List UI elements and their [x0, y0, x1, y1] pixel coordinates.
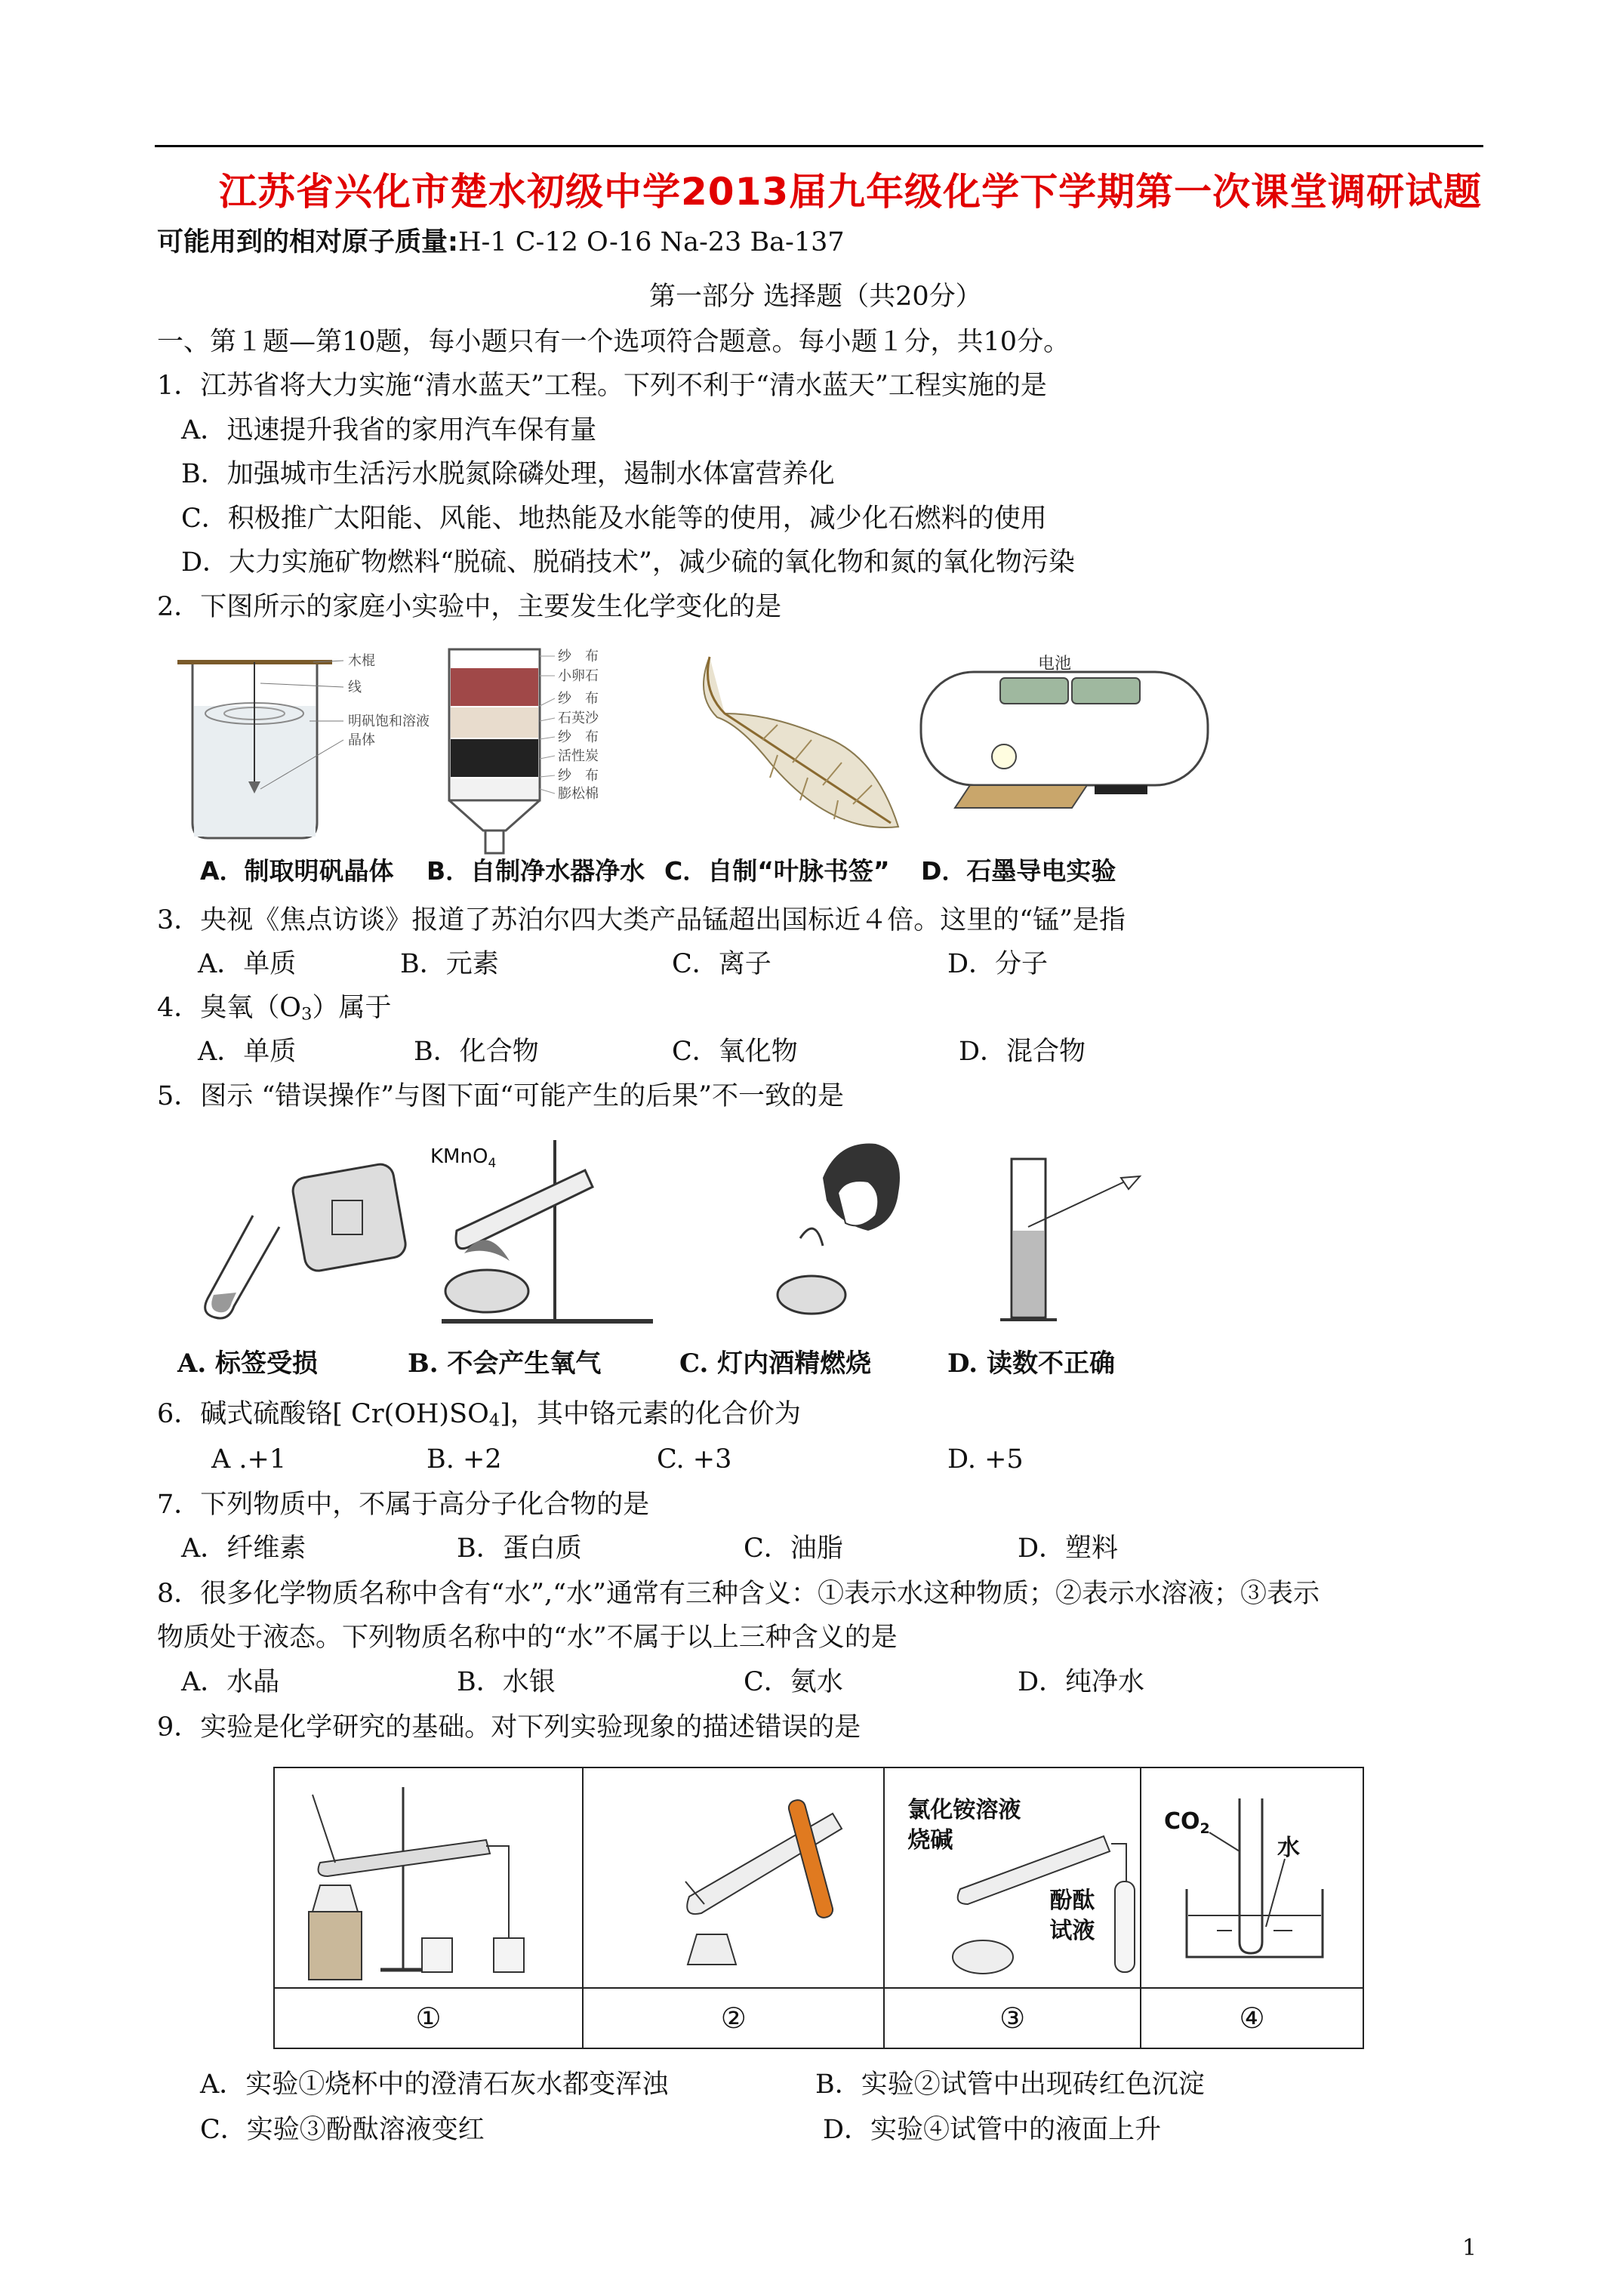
- q7-option-a: A．纤维素: [181, 1533, 306, 1564]
- q2-caption-c: C．自制“叶脉书签”: [664, 856, 890, 886]
- q5-figure-d: [981, 1155, 1178, 1336]
- q1-option-d: D．大力实施矿物燃料“脱硫、脱硝技术”，减少硫的氧化物和氮的氧化物污染: [181, 547, 1075, 578]
- q9-num-1: ①: [274, 1988, 583, 2048]
- q9-cell-1: [274, 1767, 583, 1988]
- q5-caption-d: D. 读数不正确: [947, 1348, 1115, 1379]
- q3-option-c: C．离子: [672, 949, 771, 979]
- q4-option-c: C．氧化物: [672, 1037, 798, 1067]
- q5-stem: 5．图示 “错误操作”与图下面“可能产生的后果”不一致的是: [157, 1081, 844, 1111]
- q2-figure-d: [913, 649, 1215, 831]
- q5-figure-c: [755, 1133, 921, 1329]
- q9-figure-2: [674, 1783, 870, 1980]
- q9-option-d: D．实验④试管中的液面上升: [823, 2115, 1162, 2145]
- atomic-mass-values: H-1 C-12 O-16 Na-23 Ba-137: [458, 227, 845, 257]
- q8-option-d: D．纯净水: [1018, 1667, 1145, 1697]
- fig-a-label-solution: 明矾饱和溶液: [348, 713, 430, 729]
- q8-stem-line2: 物质处于液态。下列物质名称中的“水”不属于以上三种含义的是: [157, 1623, 898, 1653]
- q9-option-a: A．实验①烧杯中的澄清石灰水都变浑浊: [200, 2069, 669, 2100]
- q9-num-4: ④: [1141, 1988, 1363, 2048]
- q5-figure-b: [411, 1133, 661, 1336]
- fig-b-label-4: 石英沙: [558, 710, 599, 726]
- q2-figure-c: [679, 649, 913, 846]
- q2-figure-b: [442, 646, 638, 861]
- fig-b-label-6: 活性炭: [558, 748, 599, 764]
- q4-stem-post: ）属于: [312, 993, 392, 1023]
- fig-kmno4-label: KMnO$_4$: [430, 1145, 497, 1171]
- page-number: 1: [1462, 2235, 1477, 2261]
- q2-caption-b: B．自制净水器净水: [427, 856, 645, 886]
- q3-stem: 3．央视《焦点访谈》报道了苏泊尔四大类产品锰超出国标近４倍。这里的“锰”是指: [157, 905, 1126, 935]
- q6-option-d: D. +5: [947, 1444, 1024, 1475]
- q4-stem-pre: 4．臭氧（O: [157, 993, 301, 1023]
- q9-figure-4: [1141, 1768, 1364, 1987]
- fig-a-label-stick: 木棍: [348, 653, 375, 669]
- q2-caption-d: D．石墨导电实验: [921, 856, 1116, 886]
- page-title: 江苏省兴化市楚水初级中学2013届九年级化学下学期第一次课堂调研试题: [219, 170, 1483, 214]
- q8-stem-line1: 8．很多化学物质名称中含有“水”,“水”通常有三种含义：①表示水这种物质；②表示水溶液；③表示: [157, 1579, 1320, 1609]
- fig-b-label-1: 纱 布: [558, 649, 599, 664]
- fig3-label-phenol2: 试液: [1049, 1918, 1095, 1944]
- fig-b-label-7: 纱 布: [558, 768, 599, 784]
- q2-caption-a: A．制取明矾晶体: [200, 856, 394, 886]
- q9-num-2: ②: [583, 1988, 884, 2048]
- fig-b-label-8: 膨松棉: [558, 786, 599, 802]
- q7-stem: 7．下列物质中，不属于高分子化合物的是: [157, 1490, 650, 1520]
- fig-b-label-5: 纱 布: [558, 729, 599, 745]
- q1-stem: 1．江苏省将大力实施“清水蓝天”工程。下列不利于“清水蓝天”工程实施的是: [157, 371, 1047, 401]
- fig4-co2-label: $CO_2$: [1163, 1808, 1210, 1837]
- q9-cell-3: [884, 1767, 1141, 1988]
- q8-option-c: C．氨水: [744, 1667, 843, 1697]
- q9-figure-3: [885, 1768, 1141, 1987]
- q3-option-b: B．元素: [400, 949, 499, 979]
- q2-figure-a: [170, 646, 449, 849]
- fig4-water-label: 水: [1277, 1835, 1300, 1861]
- q7-option-d: D．塑料: [1018, 1533, 1119, 1564]
- q9-experiment-table: [273, 1767, 1364, 2049]
- q6-stem-pre: 6．碱式硫酸铬[ Cr(OH)SO: [157, 1399, 489, 1429]
- q6-option-c: C. +3: [657, 1444, 732, 1475]
- atomic-mass-line: [157, 227, 845, 258]
- q9-stem: 9．实验是化学研究的基础。对下列实验现象的描述错误的是: [157, 1712, 861, 1743]
- q4-stem-sub: 3: [300, 1004, 313, 1025]
- q4-stem: [157, 992, 391, 1025]
- q9-cell-4: [1141, 1767, 1363, 1988]
- atomic-mass-label: 可能用到的相对原子质量:: [157, 227, 458, 257]
- fig-a-label-crystal: 晶体: [348, 732, 375, 748]
- q6-stem-post: ]，其中铬元素的化合价为: [500, 1399, 801, 1429]
- fig-b-label-3: 纱 布: [558, 691, 599, 707]
- fig3-label-naoh: 烧碱: [907, 1827, 953, 1854]
- q5-caption-b: B. 不会产生氧气: [408, 1348, 602, 1379]
- q3-option-a: A．单质: [198, 949, 297, 979]
- q6-option-a: A .+1: [211, 1444, 287, 1475]
- q4-option-b: B．化合物: [414, 1037, 539, 1067]
- fig-a-label-thread: 线: [348, 680, 362, 695]
- q9-option-b: B．实验②试管中出现砖红色沉淀: [815, 2069, 1205, 2100]
- q4-option-d: D．混合物: [959, 1037, 1086, 1067]
- q9-option-c: C．实验③酚酞溶液变红: [200, 2115, 485, 2145]
- fig3-label-phenol1: 酚酞: [1049, 1888, 1095, 1914]
- q1-option-a: A．迅速提升我省的家用汽车保有量: [181, 415, 597, 445]
- q1-option-c: C．积极推广太阳能、风能、地热能及水能等的使用，减少化石燃料的使用: [181, 504, 1047, 534]
- q6-stem: [157, 1398, 801, 1432]
- q1-option-b: B．加强城市生活污水脱氮除磷处理，遏制水体富营养化: [181, 459, 835, 489]
- q6-option-b: B. +2: [427, 1444, 502, 1475]
- q7-option-b: B．蛋白质: [457, 1533, 582, 1564]
- q9-cell-2: [583, 1767, 884, 1988]
- q6-stem-sub: 4: [488, 1410, 500, 1431]
- q5-figure-a: [200, 1155, 411, 1329]
- q7-option-c: C．油脂: [744, 1533, 843, 1564]
- q5-caption-c: C. 灯内酒精燃烧: [679, 1348, 872, 1379]
- q9-figure-1: [305, 1780, 577, 1983]
- fig-d-label-battery: 电池: [1038, 655, 1072, 673]
- instruction: 一、第１题—第10题，每小题只有一个选项符合题意。每小题１分，共10分。: [157, 327, 1070, 357]
- q4-option-a: A．单质: [198, 1037, 297, 1067]
- q5-caption-a: A. 标签受损: [177, 1348, 319, 1379]
- q8-option-b: B．水银: [457, 1667, 556, 1697]
- q3-option-d: D．分子: [947, 949, 1049, 979]
- fig3-label-nh4cl: 氯化铵溶液: [907, 1797, 1021, 1823]
- q9-num-3: ③: [884, 1988, 1141, 2048]
- section-title: 第一部分 选择题（共20分）: [649, 282, 982, 312]
- fig-b-label-2: 小卵石: [558, 668, 599, 684]
- q8-option-a: A．水晶: [181, 1667, 280, 1697]
- top-rule: [155, 145, 1483, 147]
- q2-stem: 2．下图所示的家庭小实验中，主要发生化学变化的是: [157, 592, 782, 622]
